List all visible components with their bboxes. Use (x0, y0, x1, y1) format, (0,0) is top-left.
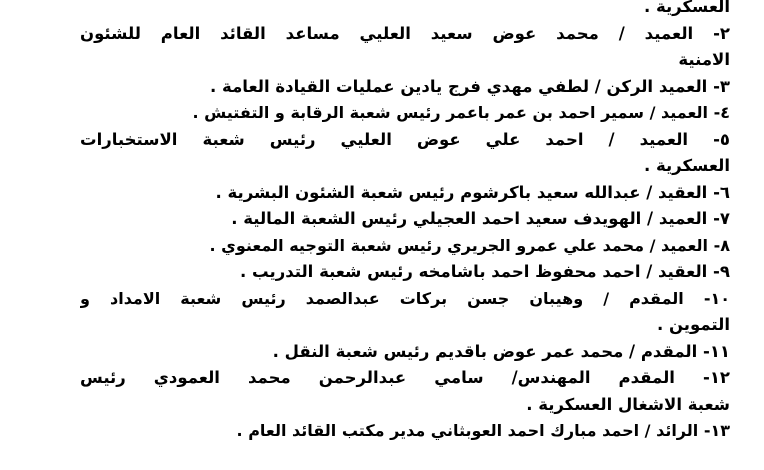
text-line-7: العسكرية . (643, 156, 730, 175)
text-line-4: ٣- العميد الركن / لطفي مهدي فرج يادين عمليات القيادة العامة . (210, 76, 730, 96)
text-line-15: ١٢- المقدم المهندس/ سامي عبدالرحمن محمد العمودي رئيس (80, 368, 730, 387)
document-page (80, 0, 730, 445)
text-line-16: شعبة الاشغال العسكرية . (526, 394, 730, 414)
text-line-11: ٩- العقيد / احمد محفوظ احمد باشامخه رئيس شعبة التدريب . (240, 262, 730, 281)
text-line-1: العسكرية . (643, 0, 730, 16)
text-line-17: ١٣- الرائد / احمد مبارك احمد العوبثاني مدير مكتب القائد العام . (236, 421, 730, 440)
text-line-9: ٧- العميد / الهويدف سعيد احمد العجيلي رئيس الشعبة المالية . (231, 209, 730, 228)
text-line-14: ١١- المقدم / محمد عمر عوض باقديم رئيس شعبة النقل . (272, 341, 730, 361)
text-line-6: ٥- العميد / احمد علي عوض العليي رئيس شعبة الاستخبارات (80, 129, 730, 149)
text-line-13: التموين . (656, 315, 730, 334)
text-line-5: ٤- العميد / سمير احمد بن عمر باعمر رئيس شعبة الرقابة و التفتيش . (192, 103, 730, 122)
text-line-10: ٨- العميد / محمد علي عمرو الجريري رئيس شعبة التوجيه المعنوي . (209, 235, 730, 255)
text-line-2: ٢- العميد / محمد عوض سعيد العليي مساعد القائد العام للشئون (80, 23, 730, 43)
text-line-8: ٦- العقيد / عبدالله سعيد باكرشوم رئيس شعبة الشئون البشرية . (215, 182, 730, 202)
text-line-12: ١٠- المقدم / وهيبان جسن بركات عبدالصمد رئيس شعبة الامداد و (80, 288, 730, 308)
text-line-3: الامنية (678, 50, 730, 69)
